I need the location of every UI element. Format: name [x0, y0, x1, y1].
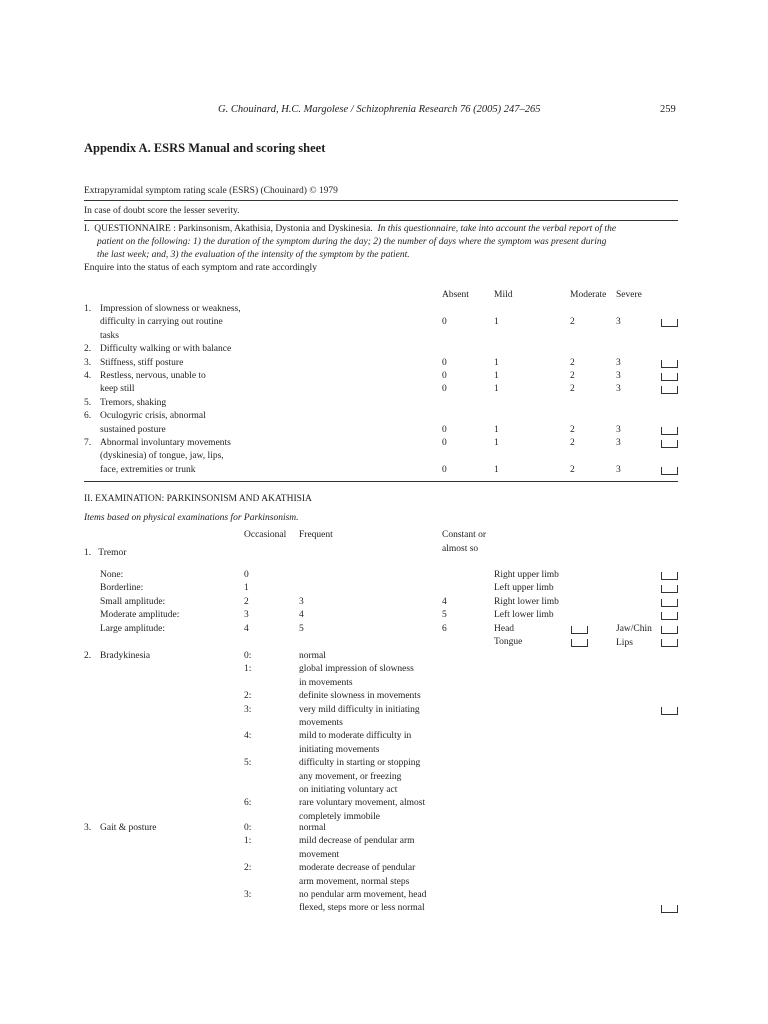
item-text: Oculogyric crisis, abnormal [100, 411, 206, 422]
bradykinesia-desc: completely immobile [299, 811, 380, 822]
col-frequent: Frequent [299, 530, 333, 540]
item-number: 1. [84, 304, 92, 314]
tremor-body-part: Right lower limb [494, 596, 559, 607]
tremor-frequent-score: 3 [299, 596, 304, 607]
bradykinesia-desc: definite slowness in movements [299, 691, 421, 702]
score-box[interactable] [661, 440, 678, 448]
appendix-title: Appendix A. ESRS Manual and scoring sheet [84, 141, 326, 155]
score-absent: 0 [442, 438, 447, 448]
tremor-body-part: Tongue [494, 637, 523, 647]
score-mild: 1 [494, 371, 499, 381]
gait-label: Gait & posture [100, 823, 157, 833]
score-moderate: 2 [570, 317, 575, 328]
tremor-body-part: Left upper limb [494, 583, 554, 594]
tremor-number: 1. [84, 548, 92, 558]
bradykinesia-desc: initiating movements [299, 744, 380, 755]
item-number: 5. [84, 397, 92, 408]
bradykinesia-desc: on initiating voluntary act [299, 785, 398, 795]
score-severe: 3 [616, 357, 621, 368]
page-number: 259 [660, 104, 676, 115]
scale-title: Extrapyramidal symptom rating scale (ESRS) (Chouinard) © 1979 [84, 186, 338, 196]
gait-box[interactable] [661, 905, 678, 913]
score-severe: 3 [616, 464, 621, 475]
tremor-frequent-score: 4 [299, 610, 304, 621]
score-moderate: 2 [570, 371, 575, 381]
score-moderate: 2 [570, 424, 575, 435]
questionnaire-lead-italic: In this questionnaire, take into account the verbal report of the [377, 224, 617, 234]
item-text: sustained posture [100, 424, 166, 435]
tremor-body-part: Left lower limb [494, 610, 554, 621]
score-mild: 1 [494, 384, 499, 395]
tremor-level-label: Small amplitude: [100, 596, 166, 607]
tremor-box[interactable] [661, 599, 678, 607]
score-severe: 3 [616, 438, 621, 448]
score-box[interactable] [661, 319, 678, 327]
gait-desc: movement [299, 849, 340, 860]
enquire-note: Enquire into the status of each symptom and rate accordingly [84, 263, 317, 273]
bradykinesia-score: 6: [244, 798, 252, 809]
col-moderate: Moderate [570, 290, 607, 300]
bradykinesia-score: 2: [244, 691, 252, 702]
score-box[interactable] [661, 427, 678, 435]
item-number: 6. [84, 411, 92, 422]
bradykinesia-number: 2. [84, 651, 92, 661]
tremor-level-label: Large amplitude: [100, 623, 165, 634]
item-text: tasks [100, 330, 119, 341]
item-text: (dyskinesia) of tongue, jaw, lips, [100, 451, 224, 462]
bradykinesia-score: 4: [244, 731, 252, 742]
bradykinesia-desc: mild to moderate difficulty in [299, 731, 412, 742]
col-severe: Severe [616, 290, 642, 300]
questionnaire-line-3: the last week; and, 3) the evaluation of the intensity of the symptom by the patient. [97, 250, 410, 260]
col-absent: Absent [442, 290, 469, 300]
tremor-body-part: Right upper limb [494, 570, 559, 580]
item-text: Impression of slowness or weakness, [100, 304, 241, 314]
tremor-label [84, 547, 126, 560]
bradykinesia-score: 1: [244, 664, 252, 675]
bradykinesia-box[interactable] [661, 707, 678, 715]
questionnaire-lead: QUESTIONNAIRE : Parkinsonism, Akathisia, Dystonia and Dyskinesia. [94, 224, 373, 234]
score-mild: 1 [494, 317, 499, 328]
bradykinesia-desc: in movements [299, 677, 353, 688]
tremor-level-label: Moderate amplitude: [100, 610, 180, 621]
score-moderate: 2 [570, 357, 575, 368]
exam-heading: II. EXAMINATION: PARKINSONISM AND AKATHISIA [84, 494, 312, 504]
bradykinesia-desc: global impression of slowness [299, 664, 414, 675]
item-number: 4. [84, 371, 92, 381]
tremor-occasional-score: 0 [244, 570, 249, 580]
tremor-title: Tremor [98, 548, 127, 558]
tremor-level-label: Borderline: [100, 583, 144, 594]
tongue-box[interactable] [571, 639, 588, 647]
gait-score: 3: [244, 890, 252, 900]
tremor-box[interactable] [661, 572, 678, 580]
score-moderate: 2 [570, 464, 575, 475]
tremor-level-label: None: [100, 570, 124, 580]
tremor-constant-score: 4 [442, 596, 447, 607]
bradykinesia-desc: rare voluntary movement, almost [299, 798, 426, 809]
gait-desc: arm movement, normal steps [299, 876, 410, 887]
tremor-constant-score: 5 [442, 610, 447, 621]
col-constant-1: Constant or [442, 530, 487, 540]
gait-score: 2: [244, 863, 252, 874]
bradykinesia-desc: movements [299, 718, 343, 728]
rule-mid [84, 220, 678, 221]
gait-desc: normal [299, 823, 326, 833]
bradykinesia-desc: any movement, or freezing [299, 771, 402, 782]
tremor-body-part: Head [494, 623, 515, 634]
item-number: 7. [84, 438, 92, 448]
gait-score: 1: [244, 836, 252, 847]
item-text: keep still [100, 384, 135, 395]
item-text: difficulty in carrying out routine [100, 317, 223, 328]
item-number: 2. [84, 344, 92, 355]
score-absent: 0 [442, 384, 447, 395]
score-moderate: 2 [570, 438, 575, 448]
item-number: 3. [84, 357, 92, 368]
item-text: Restless, nervous, unable to [100, 371, 206, 381]
score-box[interactable] [661, 386, 678, 394]
bradykinesia-score: 0: [244, 651, 252, 661]
gait-desc: mild decrease of pendular arm [299, 836, 415, 847]
score-mild: 1 [494, 438, 499, 448]
tremor-box[interactable] [661, 585, 678, 593]
score-absent: 0 [442, 357, 447, 368]
doubt-note: In case of doubt score the lesser severity. [84, 206, 240, 216]
running-header: G. Chouinard, H.C. Margolese / Schizophrenia Research 76 (2005) 247–265 [218, 104, 541, 115]
score-box[interactable] [661, 360, 678, 368]
questionnaire-line-2: patient on the following: 1) the duration of the symptom during the day; 2) the number of days where the symptom was present during [97, 237, 607, 247]
score-absent: 0 [442, 464, 447, 475]
score-absent: 0 [442, 371, 447, 381]
exam-subtitle: Items based on physical examinations for Parkinsonism. [84, 513, 299, 523]
tremor-constant-score: 6 [442, 623, 447, 634]
gait-number: 3. [84, 823, 92, 833]
item-text: Tremors, shaking [100, 397, 167, 408]
score-severe: 3 [616, 424, 621, 435]
score-mild: 1 [494, 464, 499, 475]
item-text: face, extremities or trunk [100, 464, 196, 475]
section-number: I. [84, 224, 90, 234]
tremor-occasional-score: 3 [244, 610, 249, 621]
bradykinesia-score: 5: [244, 758, 252, 769]
bradykinesia-score: 3: [244, 704, 252, 715]
col-occasional: Occasional [244, 530, 287, 540]
lips-label: Lips [616, 638, 633, 648]
gait-desc: flexed, steps more or less normal [299, 903, 425, 914]
rule-bottom [84, 481, 678, 482]
bradykinesia-label: Bradykinesia [100, 651, 151, 661]
score-box[interactable] [661, 373, 678, 381]
col-constant-2: almost so [442, 544, 479, 554]
bradykinesia-desc: normal [299, 651, 326, 661]
score-mild: 1 [494, 424, 499, 435]
score-absent: 0 [442, 424, 447, 435]
gait-desc: no pendular arm movement, head [299, 890, 427, 900]
tremor-occasional-score: 4 [244, 623, 249, 634]
jaw-chin-box[interactable] [661, 626, 678, 634]
bradykinesia-desc: difficulty in starting or stopping [299, 758, 421, 769]
score-severe: 3 [616, 371, 621, 381]
score-moderate: 2 [570, 384, 575, 395]
tremor-box[interactable] [661, 612, 678, 620]
score-box[interactable] [661, 467, 678, 475]
rule-top [84, 200, 678, 201]
tremor-frequent-score: 5 [299, 623, 304, 634]
item-text: Difficulty walking or with balance [100, 344, 232, 355]
tremor-occasional-score: 2 [244, 596, 249, 607]
score-severe: 3 [616, 384, 621, 395]
tremor-occasional-score: 1 [244, 583, 249, 594]
questionnaire-heading [84, 223, 616, 236]
score-severe: 3 [616, 317, 621, 328]
item-text: Stiffness, stiff posture [100, 357, 184, 368]
item-text: Abnormal involuntary movements [100, 438, 231, 448]
jaw-chin-label: Jaw/Chin [616, 624, 652, 634]
bradykinesia-desc: very mild difficulty in initiating [299, 704, 420, 715]
score-absent: 0 [442, 317, 447, 328]
score-mild: 1 [494, 357, 499, 368]
col-mild: Mild [494, 290, 513, 300]
gait-score: 0: [244, 823, 252, 833]
gait-desc: moderate decrease of pendular [299, 863, 416, 874]
head-box[interactable] [571, 626, 588, 634]
lips-box[interactable] [661, 639, 678, 647]
